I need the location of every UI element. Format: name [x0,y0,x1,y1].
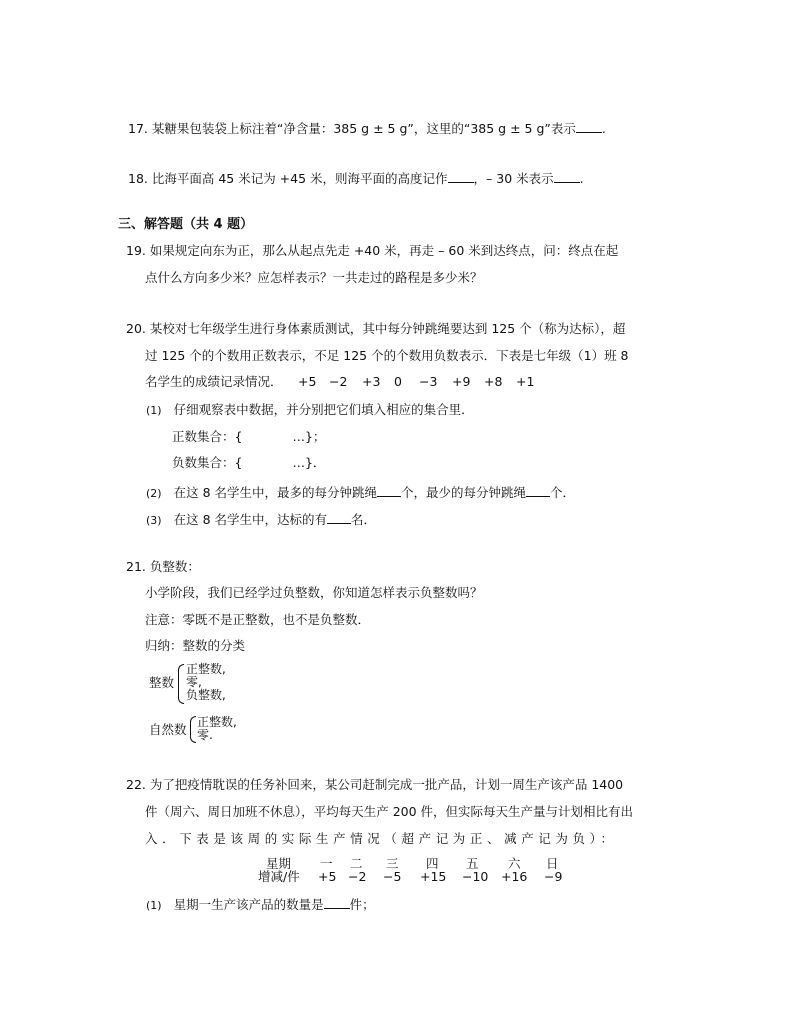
q20-part-2 [146,484,575,500]
score: −3 [419,374,438,389]
table-value: +15 [420,869,447,884]
table-day: 六 [508,856,521,871]
table-row-label: 增减/件 [258,869,300,884]
q22-part-1 [146,896,375,912]
q20-p3-text-b: 名． [351,512,377,527]
integers-item: 负整数, [186,688,226,702]
naturals-label: 自然数 [149,722,187,737]
score: +9 [452,374,471,389]
q21-line-1: 小学阶段，我们已经学过负整数，你知道怎样表示负整数吗？ [145,585,483,600]
score: +3 [362,374,381,389]
table-value: −2 [348,869,367,884]
q20-p1-text: 仔细观察表中数据，并分别把它们填入相应的集合里． [173,402,474,417]
q22-line-3: 入．下表是该周的实际生产情况（超产记为正、减产记为负）： [145,831,618,846]
q21-line-2: 注意：零既不是正整数，也不是负整数． [145,612,371,627]
q22-p1-blank [324,896,350,909]
q22-p1-num: (1) [146,899,162,912]
integers-item: 零, [186,675,202,689]
q20-p2-text-b: 个，最少的每分钟跳绳 [401,485,527,500]
q22-line-1: 22. 为了把疫情耽误的任务补回来，某公司赶制完成一批产品，计划一周生产该产品 1400 [126,777,624,792]
score: −2 [329,374,348,389]
naturals-brace [190,716,196,743]
integers-label: 整数 [149,675,175,690]
q20-p3-text-a: 在这 8 名学生中，达标的有 [173,512,327,527]
q17-end: . [601,121,606,136]
score: +1 [516,374,535,389]
table-value: +16 [501,869,528,884]
table-day: 四 [426,856,439,871]
q20-line-2: 过 125 个的个数用正数表示，不足 125 个的个数用负数表示．下表是七年级（1）班 8 [145,348,629,363]
q21-line-3: 归纳：整数的分类 [145,638,246,653]
question-17 [128,120,606,136]
negative-set-label: 负数集合：{ [172,455,243,470]
q18-text-a: 18. 比海平面高 45 米记为 +45 米，则海平面的高度记作 [128,171,448,186]
score: 0 [394,374,402,389]
table-day: 一 [320,856,333,871]
positive-set [172,431,325,444]
table-value: −5 [383,869,402,884]
negative-set [172,457,325,470]
negative-set-end: …}． [292,455,326,470]
q18-text-b: ，– 30 米表示 [473,171,554,186]
q20-p2-text-a: 在这 8 名学生中，最多的每分钟跳绳 [173,485,377,500]
naturals-item: 零. [197,728,213,742]
q20-p1-num: (1) [146,404,162,417]
positive-set-label: 正数集合：{ [172,429,243,444]
table-value: −10 [462,869,489,884]
table-day: 二 [350,856,363,871]
q19-line-2: 点什么方向多少米？应怎样表示？一共走过的路程是多少米？ [145,270,483,285]
positive-set-end: …}； [292,429,326,444]
table-value: +5 [318,869,337,884]
q22-line-2: 件（周六、周日加班不休息），平均每天生产 200 件，但实际每天生产量与计划相比有出 [145,804,634,819]
q18-text-c: . [579,171,584,186]
naturals-item: 正整数, [197,715,237,729]
q20-p2-blank-2 [526,484,550,497]
q22-p1-text-b: 件； [349,897,375,912]
table-head-label: 星期 [266,856,292,871]
table-day: 三 [386,856,399,871]
q17-blank [576,120,602,133]
q20-line-3-text: 名学生的成绩记录情况． [145,374,283,389]
table-value: −9 [544,869,563,884]
q19-line-1: 19. 如果规定向东为正，那么从起点先走 +40 米，再走 – 60 米到达终点，问：终点在起 [126,243,619,258]
integers-item: 正整数, [186,662,226,676]
q20-part-3 [146,511,376,527]
q22-p1-text-a: 星期一生产该产品的数量是 [173,897,324,912]
q20-part-1 [146,404,474,417]
q17-text: 17. 某糖果包装袋上标注着“净含量：385 g ± 5 g”，这里的“385 g ± 5 g”表示 [128,121,576,136]
q20-p2-num: (2) [146,487,162,500]
q20-p3-num: (3) [146,514,162,527]
q21-title: 21. 负整数： [126,559,200,574]
table-day: 日 [546,856,559,871]
q20-p2-blank-1 [377,484,401,497]
score: +5 [298,374,317,389]
q20-line-3 [145,376,283,389]
q18-blank-2 [554,170,580,183]
section-heading: 三、解答题（共 4 题） [118,217,254,232]
score: +8 [484,374,503,389]
q20-p3-blank [327,511,351,524]
q20-p2-text-c: 个． [550,485,576,500]
q18-blank-1 [448,170,474,183]
q20-line-1: 20. 某校对七年级学生进行身体素质测试，其中每分钟跳绳要达到 125 个（称为达标），超 [126,321,626,336]
integers-brace [178,664,184,704]
question-18 [128,170,584,186]
table-day: 五 [466,856,479,871]
